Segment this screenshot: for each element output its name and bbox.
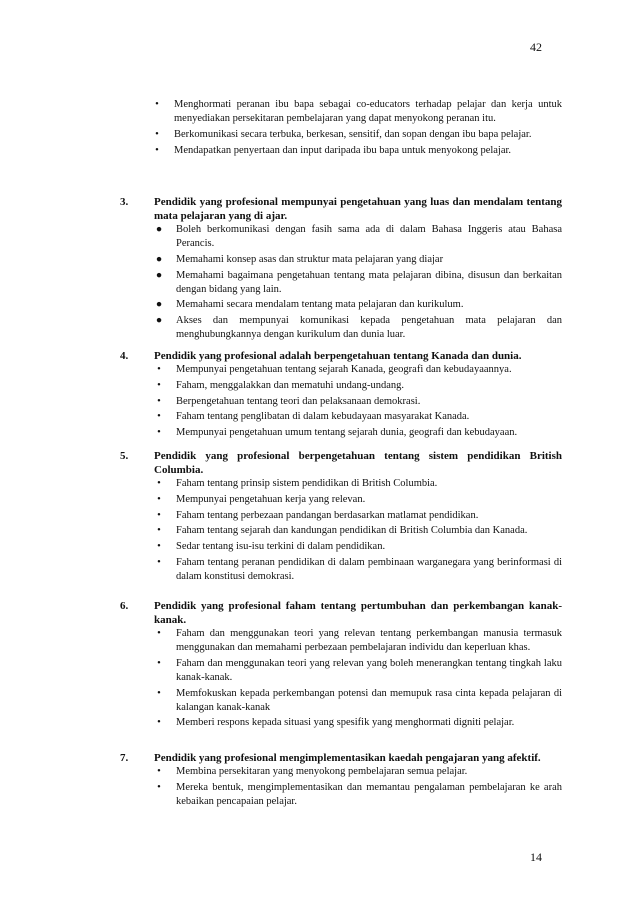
section-bullet-list (154, 223, 562, 342)
section-bullet-list (154, 627, 562, 730)
list-item-text: Akses dan mempunyai komunikasi kepada pengetahuan mata pelajaran dan menghubungkannya dengan kurikulum dan dunia luar. (176, 315, 562, 341)
list-item (154, 363, 562, 377)
bullet-icon: • (157, 493, 161, 505)
list-item (154, 524, 562, 538)
bullet-icon: • (157, 364, 161, 375)
list-item (154, 223, 562, 251)
list-item-text: Memberi respons kepada situasi yang spesifik yang menghormati digniti pelajar. (176, 717, 515, 729)
bullet-icon: • (157, 628, 161, 639)
bullet-icon: • (157, 766, 161, 777)
bullet-icon: • (155, 144, 159, 156)
bullet-icon: • (157, 411, 161, 423)
section-title: Pendidik yang profesional adalah berpengetahuan tentang Kanada dan dunia. (154, 350, 522, 362)
section-title: Pendidik yang profesional mempunyai pengetahuan yang luas dan mendalam tentang mata pelajaran yang di ajar. (154, 196, 562, 222)
bullet-icon: • (157, 556, 161, 568)
bullet-icon: • (157, 478, 161, 489)
bullet-icon: • (155, 99, 159, 110)
list-item (154, 493, 562, 507)
list-item (154, 687, 562, 715)
intro-bullet-list (152, 98, 562, 159)
list-item-text: Memahami bagaimana pengetahuan tentang mata pelajaran dibina, disusun dan berkaitan dengan bidang yang lain. (176, 269, 562, 295)
list-item (154, 781, 562, 809)
list-item-text: Memahami secara mendalam tentang mata pelajaran dan kurikulum. (176, 299, 464, 311)
list-item-text: Memfokuskan kepada perkembangan potensi dan memupuk rasa cinta kepada pelajaran di kalangan kanak-kanak (176, 687, 562, 713)
bullet-icon: • (157, 687, 161, 699)
list-item-text: Sedar tentang isu-isu terkini di dalam pendidikan. (176, 541, 386, 553)
list-item (154, 269, 562, 297)
bullet-icon: ● (155, 315, 163, 327)
list-item (154, 314, 562, 342)
list-item-text: Berpengetahuan tentang teori dan pelaksanaan demokrasi. (176, 395, 421, 407)
list-item (154, 410, 562, 424)
section-bullet-list (154, 765, 562, 809)
bullet-icon: ● (155, 224, 163, 235)
list-item (152, 144, 562, 158)
list-item (154, 540, 562, 554)
bullet-icon: • (155, 128, 159, 140)
list-item-text: Faham tentang sejarah dan kandungan pendidikan di British Columbia dan Kanada. (176, 525, 528, 537)
list-item (154, 627, 562, 655)
list-item-text: Mendapatkan penyertaan dan input daripada ibu bapa untuk menyokong pelajar. (174, 144, 512, 156)
list-item (154, 298, 562, 312)
list-item (154, 556, 562, 584)
list-item-text: Faham dan menggunakan teori yang relevan yang boleh menerangkan tentang tingkah laku kanak-kanak. (176, 657, 562, 683)
list-item (154, 716, 562, 730)
list-item (152, 128, 562, 142)
section-title: Pendidik yang profesional faham tentang pertumbuhan dan perkembangan kanak-kanak. (154, 600, 562, 626)
list-item-text: Menghormati peranan ibu bapa sebagai co-educators terhadap pelajar dan kerja untuk menyediakan persekitaran pembelajaran yang dapat menyokong peranan itu. (174, 99, 562, 124)
list-item (154, 426, 562, 440)
list-item-text: Faham tentang penglibatan di dalam kebudayaan masyarakat Kanada. (176, 411, 470, 423)
section-number: 4. (120, 350, 129, 362)
section-title: Pendidik yang profesional mengimplementasikan kaedah pengajaran yang afektif. (154, 752, 541, 764)
bullet-icon: • (157, 541, 161, 553)
list-item (154, 657, 562, 685)
section-bullet-list (154, 477, 562, 584)
list-item (154, 379, 562, 393)
list-item-text: Membina persekitaran yang menyokong pembelajaran semua pelajar. (176, 766, 468, 777)
list-item (154, 253, 562, 267)
bullet-icon: • (157, 379, 161, 391)
list-item-text: Faham tentang prinsip sistem pendidikan di British Columbia. (176, 478, 438, 489)
section-number: 3. (120, 196, 129, 208)
list-item-text: Faham tentang perbezaan pandangan berdasarkan matlamat pendidikan. (176, 509, 479, 521)
list-item (154, 509, 562, 523)
list-item-text: Mempunyai pengetahuan umum tentang sejarah dunia, geografi dan kebudayaan. (176, 427, 518, 439)
bullet-icon: • (157, 717, 161, 729)
section-bullet-list (154, 363, 562, 440)
section-number: 5. (120, 450, 129, 462)
page-number-top: 42 (530, 40, 542, 54)
page-number-bottom: 14 (530, 850, 542, 864)
list-item-text: Faham dan menggunakan teori yang relevan tentang perkembangan manusia termasuk menggunakan dan memahami perbezaan pembelajaran individu dan keperluan khas. (176, 628, 562, 653)
bullet-icon: ● (155, 269, 163, 281)
bullet-icon: • (157, 781, 161, 793)
bullet-icon: • (157, 427, 161, 439)
list-item-text: Berkomunikasi secara terbuka, berkesan, sensitif, dan sopan dengan ibu bapa pelajar. (174, 128, 532, 140)
section-title: Pendidik yang profesional berpengetahuan tentang sistem pendidikan British Columbia. (154, 450, 562, 476)
bullet-icon: • (157, 395, 161, 407)
list-item-text: Memahami konsep asas dan struktur mata pelajaran yang diajar (176, 253, 444, 265)
list-item (154, 765, 562, 779)
bullet-icon: • (157, 657, 161, 669)
list-item (154, 477, 562, 491)
list-item-text: Boleh berkomunikasi dengan fasih sama ada di dalam Bahasa Inggeris atau Bahasa Perancis. (176, 224, 562, 249)
section-number: 6. (120, 600, 129, 612)
bullet-icon: ● (155, 299, 163, 311)
list-item (154, 395, 562, 409)
bullet-icon: • (157, 525, 161, 537)
section-number: 7. (120, 752, 129, 764)
list-item (152, 98, 562, 126)
list-item-text: Mempunyai pengetahuan kerja yang relevan. (176, 493, 366, 505)
bullet-icon: ● (155, 253, 163, 265)
list-item-text: Faham tentang peranan pendidikan di dalam pembinaan warganegara yang berinformasi di dalam konstitusi demokrasi. (176, 556, 562, 582)
list-item-text: Faham, menggalakkan dan mematuhi undang-undang. (176, 379, 405, 391)
list-item-text: Mereka bentuk, mengimplementasikan dan memantau pengalaman pembelajaran ke arah kebaikan pencapaian pelajar. (176, 781, 562, 807)
bullet-icon: • (157, 509, 161, 521)
list-item-text: Mempunyai pengetahuan tentang sejarah Kanada, geografi dan kebudayaannya. (176, 364, 512, 375)
